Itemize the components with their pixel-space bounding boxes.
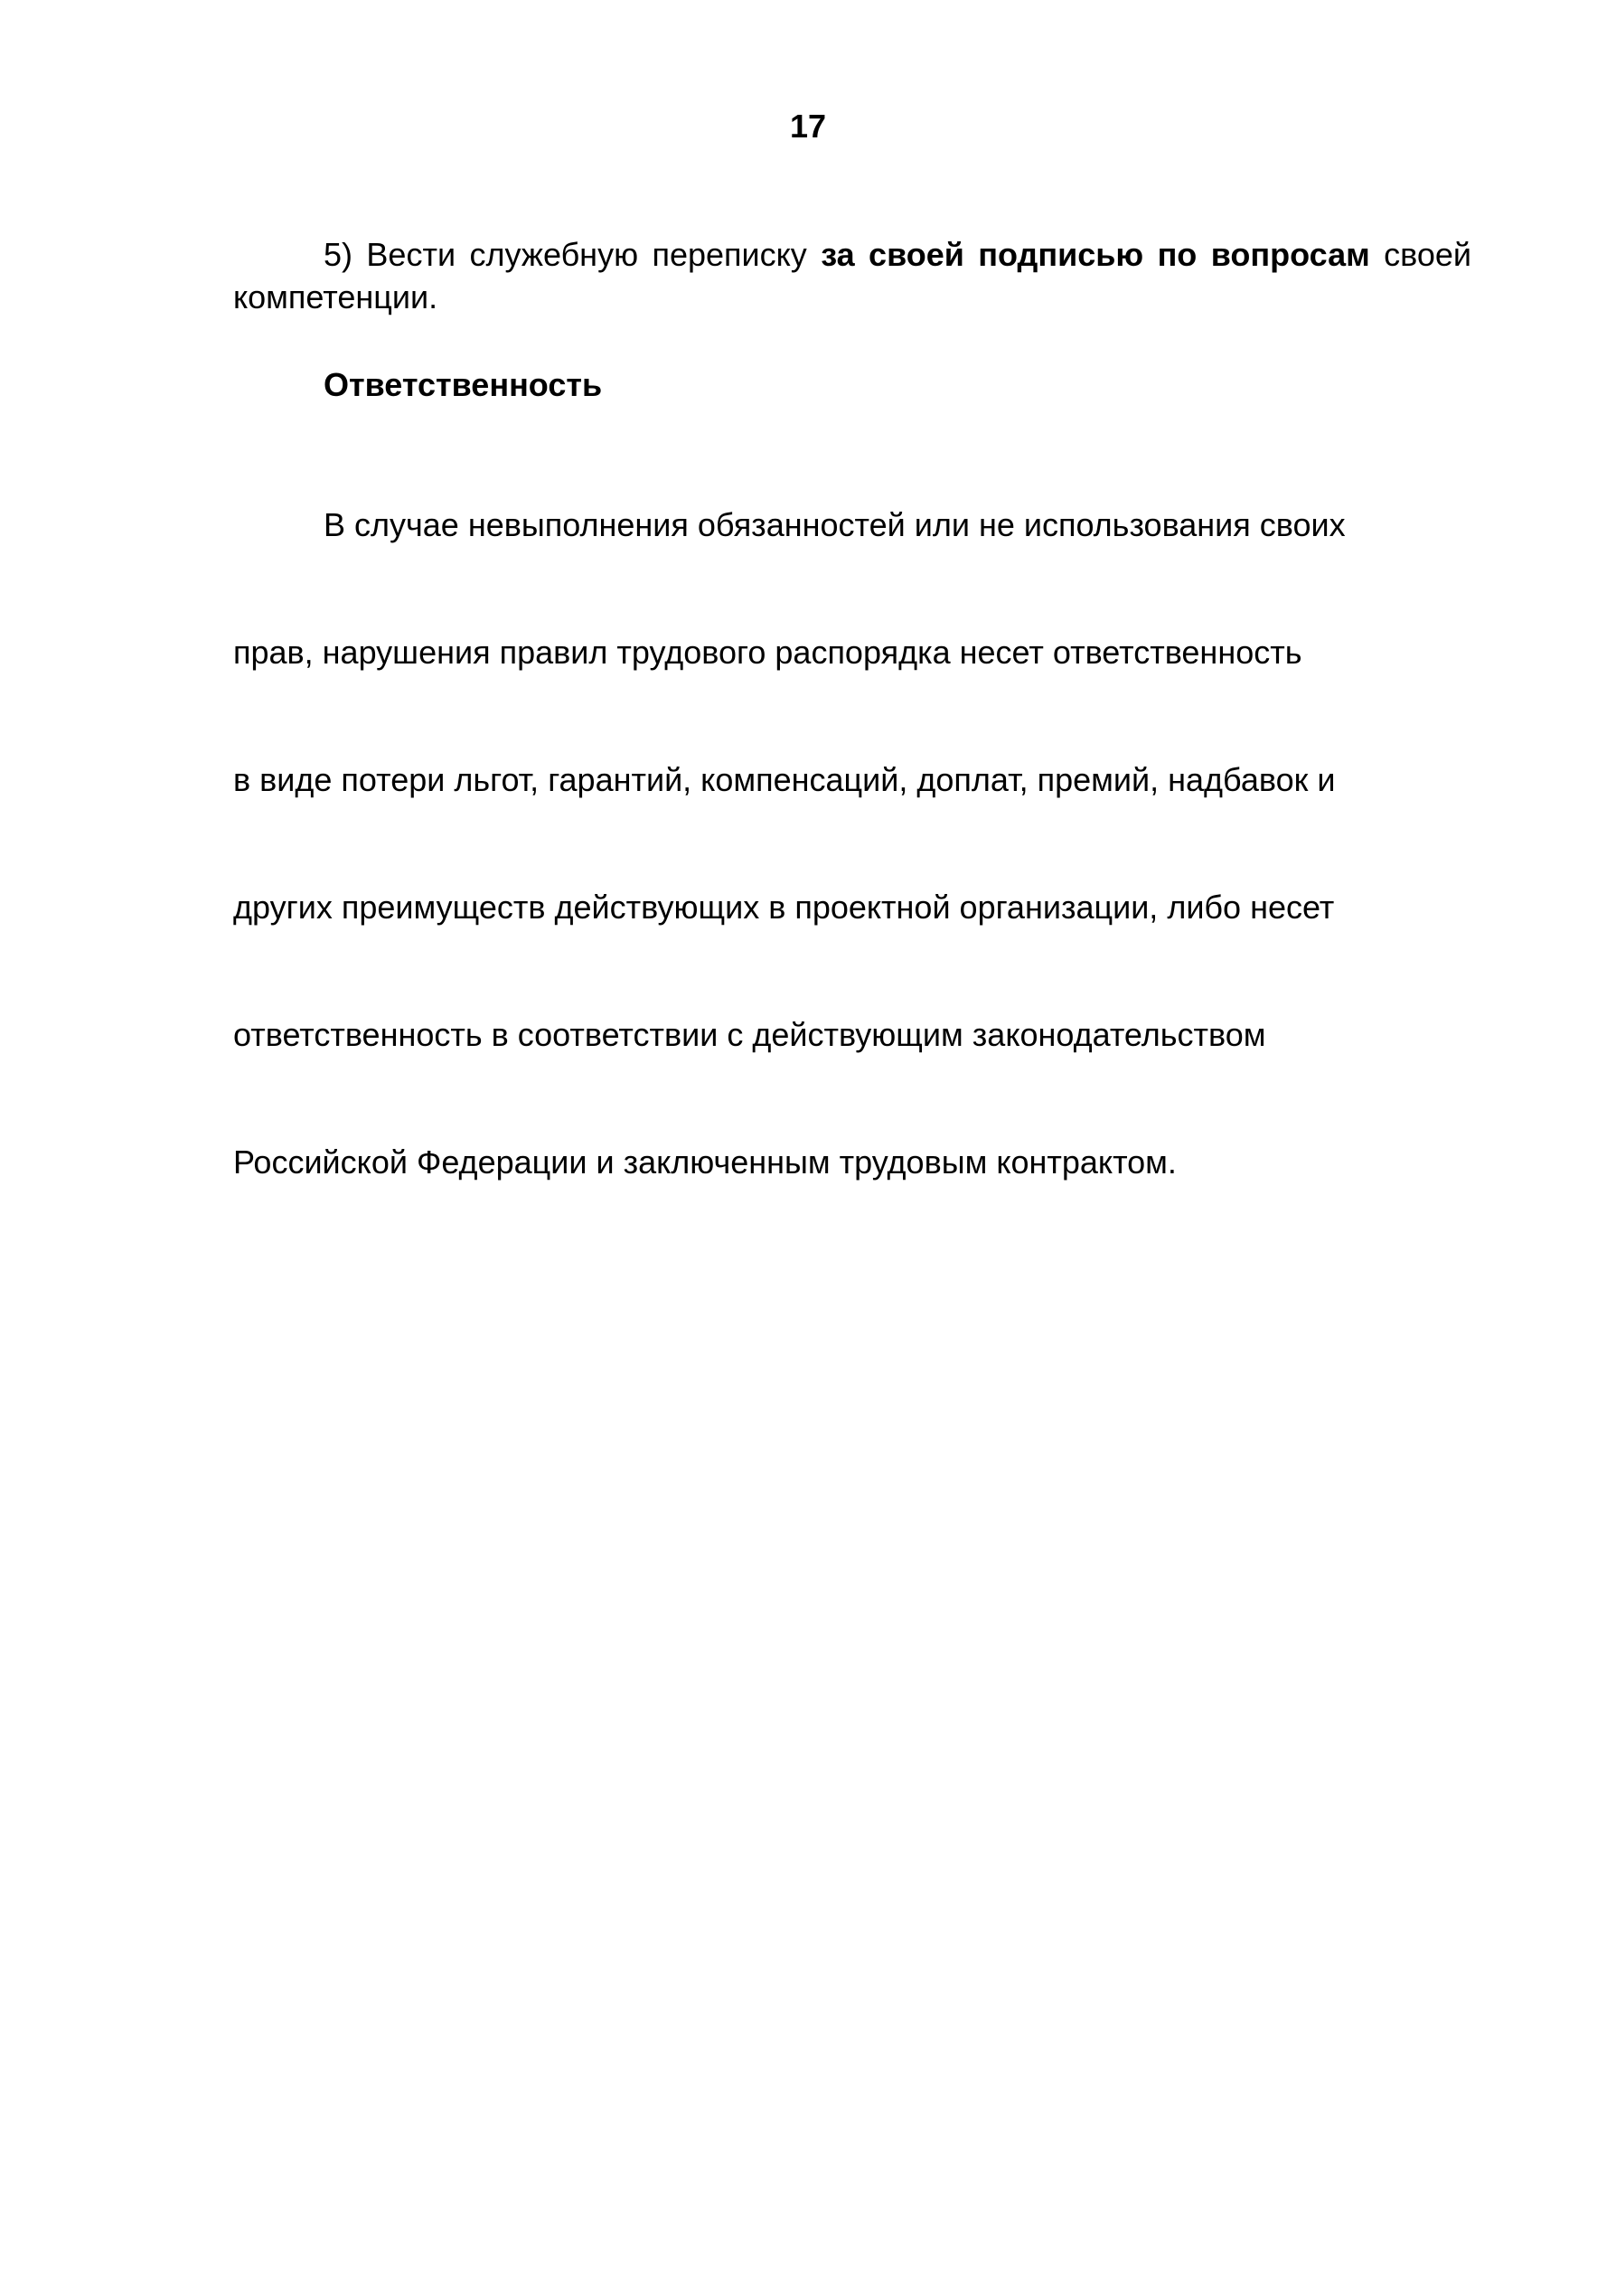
item-5-text-bold: за своей подписью по вопросам	[821, 236, 1370, 273]
responsibility-line: ответственность в соответствии с действующим законодательством	[233, 1016, 1266, 1053]
responsibility-line: Российской Федерации и заключенным трудовым контрактом.	[233, 1143, 1177, 1181]
item-5-paragraph	[233, 233, 1471, 318]
item-5-text-suffix: своей компетенции.	[233, 236, 1471, 315]
responsibility-paragraph	[233, 419, 1471, 1268]
responsibility-line: прав, нарушения правил трудового распорядка несет ответственность	[233, 634, 1302, 671]
page-number: 17	[789, 108, 827, 145]
responsibility-line: В случае невыполнения обязанностей или не использования своих	[324, 506, 1346, 543]
item-5-text-prefix: 5) Вести служебную переписку	[324, 236, 822, 273]
responsibility-line: других преимуществ действующих в проектной организации, либо несет	[233, 889, 1335, 926]
responsibility-heading: Ответственность	[324, 366, 603, 403]
responsibility-line: в виде потери льгот, гарантий, компенсаций, доплат, премий, надбавок и	[233, 761, 1336, 798]
document-body	[233, 233, 1471, 1268]
